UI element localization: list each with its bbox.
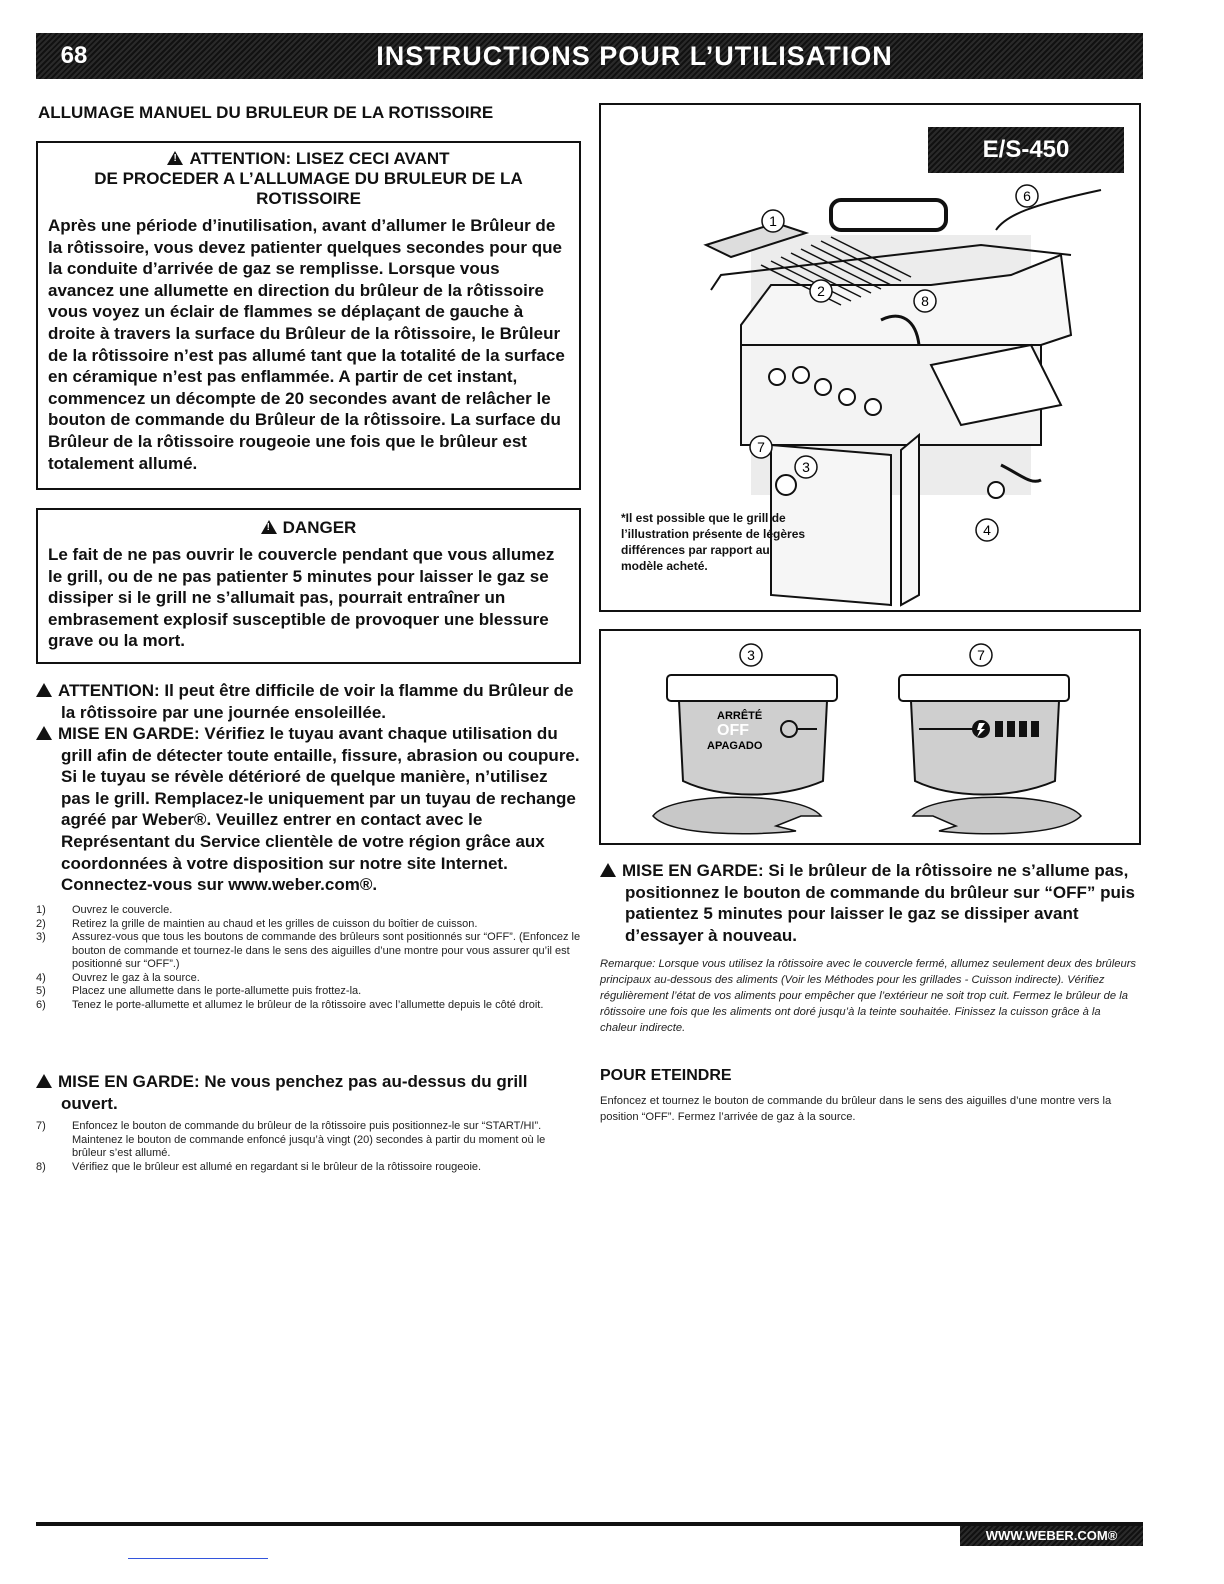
caster <box>776 475 796 495</box>
warning-icon <box>36 726 52 740</box>
knob-off <box>667 675 837 795</box>
svg-text:ARRÊTÉ: ARRÊTÉ <box>717 710 763 722</box>
burner-knob <box>839 389 855 405</box>
footer-link-underline <box>128 1558 268 1559</box>
steps-list-a <box>36 904 581 1012</box>
burner-knob <box>793 367 809 383</box>
svg-text:8: 8 <box>921 293 929 309</box>
attention-sun-warning: !ATTENTION: Il peut être difficile de voir la flamme du Brûleur de la rôtissoire par une journée ensoleillée. <box>36 680 581 723</box>
danger-body: Le fait de ne pas ouvrir le couvercle pendant que vous allumez le grill, ou de ne pas patienter 5 minutes pour laisser le gaz se dissiper si le grill ne s’allumait pas, pourrait entraîner un embrasement explosif susceptible de provoquer une blessure grave ou la mort. <box>48 545 555 651</box>
callout-1 <box>762 210 784 232</box>
rotate-arrow-left <box>913 797 1081 834</box>
knob-illustration <box>599 629 1141 845</box>
caster <box>988 482 1004 498</box>
svg-text:3: 3 <box>802 459 810 475</box>
burner-knob <box>865 399 881 415</box>
attention-title: !ATTENTION: LISEZ CECI AVANT <box>48 149 569 169</box>
svg-text:7: 7 <box>757 439 765 455</box>
danger-box <box>36 508 581 664</box>
warning-icon <box>167 151 183 165</box>
warning-icon <box>261 520 277 534</box>
page-header <box>36 33 1143 79</box>
page-number: 68 <box>60 42 88 69</box>
callout-4 <box>976 519 998 541</box>
open-door <box>901 435 919 605</box>
section-title: ALLUMAGE MANUEL DU BRULEUR DE LA ROTISSOIRE <box>38 103 494 122</box>
model-badge: E/S-450 <box>928 127 1124 173</box>
svg-text:4: 4 <box>983 522 991 538</box>
svg-text:APAGADO: APAGADO <box>707 740 763 752</box>
hose-check-warning: !MISE EN GARDE: Vérifiez le tuyau avant chaque utilisation du grill afin de détecter toute entaille, fissure, abrasion ou coupure. Si le tuyau se révèle détérioré de quelque manière, n’utilisez pas le grill. Remplacez-le uniquement par un tuyau de rechange agréé par Weber®. Veuillez entrer en contact avec le Représentant du Service clientèle de votre région grâce aux coordonnées à votre disposition sur notre site Internet. Connectez-vous sur www.weber.com®. <box>36 723 581 896</box>
callout-7 <box>970 644 992 666</box>
list-item: 4) Ouvrez le gaz à la source. <box>36 971 200 984</box>
callout-8 <box>914 290 936 312</box>
svg-text:2: 2 <box>817 283 825 299</box>
page-title: INSTRUCTIONS POUR L’UTILISATION <box>376 41 893 71</box>
grill-illustration <box>599 103 1141 612</box>
svg-text:7: 7 <box>977 647 985 663</box>
lid-handle <box>831 200 946 230</box>
list-item: 7) Enfoncez le bouton de commande du brûleur de la rôtissoire puis positionnez-le sur “START/HI”. Maintenez le bouton de commande enfoncé jusqu’à vingt (20) secondes à partir du moment où le brûleur s’est allumé. <box>36 1120 546 1159</box>
callout-7 <box>750 436 772 458</box>
list-item: 2) Retirez la grille de maintien au chaud et les grilles de cuisson du boîtier de cuisson. <box>36 917 478 930</box>
remark-note: Remarque: Lorsque vous utilisez la rôtissoire avec le couvercle fermé, allumez seulement deux des brûleurs principaux au-dessous des aliments (Voir les Méthodes pour les grillades - Cuisson indirecte). Vérifiez régulièrement l’état de vos aliments pour empêcher que l’extérieur ne soit trop cuit. Fermez le brûleur de la rôtissoire une fois que les aliments ont doré jusqu’à la teinte souhaitée. Finissez la cuisson grâce à la chaleur indirecte. <box>600 958 1137 1034</box>
rotate-arrow-right <box>653 797 821 834</box>
footer-url[interactable]: WWW.WEBER.COM® <box>960 1526 1143 1546</box>
rotisserie-knob <box>769 369 785 385</box>
knob-drawing <box>601 631 1139 843</box>
pour-eteindre-heading: POUR ETEINDRE <box>600 1067 732 1084</box>
list-item: 6) Tenez le porte-allumette et allumez le brûleur de la rôtissoire avec l’allumette depuis le côté droit. <box>36 998 544 1011</box>
callout-3 <box>740 644 762 666</box>
callout-6 <box>1016 185 1038 207</box>
attention-body: Après une période d’inutilisation, avant d’allumer le Brûleur de la rôtissoire, vous devez patienter quelques secondes pour que la conduite d’arrivée de gaz se remplisse. Lorsque vous avancez une allumette en direction du brûleur de la rôtissoire vous voyez un éclair de flammes se déplaçant de gauche à droite à travers la surface du Brûleur de la rôtissoire, le Brûleur de la rôtissoire n’est pas allumé tant que la totalité de la surface en céramique n’est pas enflammée. A partir de cet instant, commencez un décompte de 20 secondes avant de relâcher le bouton de commande du Brûleur de la rôtissoire. La surface du Brûleur de la rôtissoire rougeoie une fois que le brûleur est totalement allumé. <box>48 216 565 473</box>
list-item: 3) Assurez-vous que tous les boutons de commande des brûleurs sont positionnés sur “OFF”. (Enfoncez le bouton de commande et tournez-le dans le sens des aiguilles d’une montre pour vous assurer qu’il est positionné sur “OFF”.) <box>36 931 581 970</box>
list-item: 1) Ouvrez le couvercle. <box>36 904 173 916</box>
svg-text:OFF: OFF <box>717 722 749 739</box>
svg-text:6: 6 <box>1023 188 1031 204</box>
warning-icon <box>36 683 52 697</box>
burner-knob <box>815 379 831 395</box>
svg-text:3: 3 <box>747 647 755 663</box>
list-item: 5) Placez une allumette dans le porte-allumette puis frottez-la. <box>36 985 362 997</box>
svg-text:1: 1 <box>769 213 777 229</box>
attention-title-line: DE PROCEDER A L’ALLUMAGE DU BRULEUR DE LA <box>94 169 523 188</box>
attention-box <box>36 141 581 490</box>
not-light-warning: !MISE EN GARDE: Si le brûleur de la rôtissoire ne s’allume pas, positionnez le bouton de commande du brûleur sur “OFF” puis patientez 5 minutes pour laisser le gaz se dissiper avant d’essayer à nouveau. <box>600 860 1140 946</box>
callout-3 <box>795 456 817 478</box>
steps-list-b <box>36 1120 581 1174</box>
warning-icon <box>36 1074 52 1088</box>
lean-warning: !MISE EN GARDE: Ne vous penchez pas au-dessus du grill ouvert. <box>36 1071 581 1114</box>
danger-title: !DANGER <box>48 518 569 538</box>
callout-2 <box>810 280 832 302</box>
match-holder <box>996 190 1101 230</box>
list-item: 8) Vérifiez que le brûleur est allumé en regardant si le brûleur de la rôtissoire rougeoie. <box>36 1160 482 1173</box>
pour-eteindre-body: Enfoncez et tournez le bouton de commande du brûleur dans le sens des aiguilles d’une montre vers la position “OFF”. Fermez l’arrivée de gaz à la source. <box>600 1095 1112 1123</box>
knob-start <box>899 675 1069 795</box>
attention-title-line: ROTISSOIRE <box>256 189 361 208</box>
warning-icon <box>600 863 616 877</box>
figure-note: *Il est possible que le grill de l’illustration présente de légères différences par rapport au modèle acheté. <box>621 511 806 573</box>
